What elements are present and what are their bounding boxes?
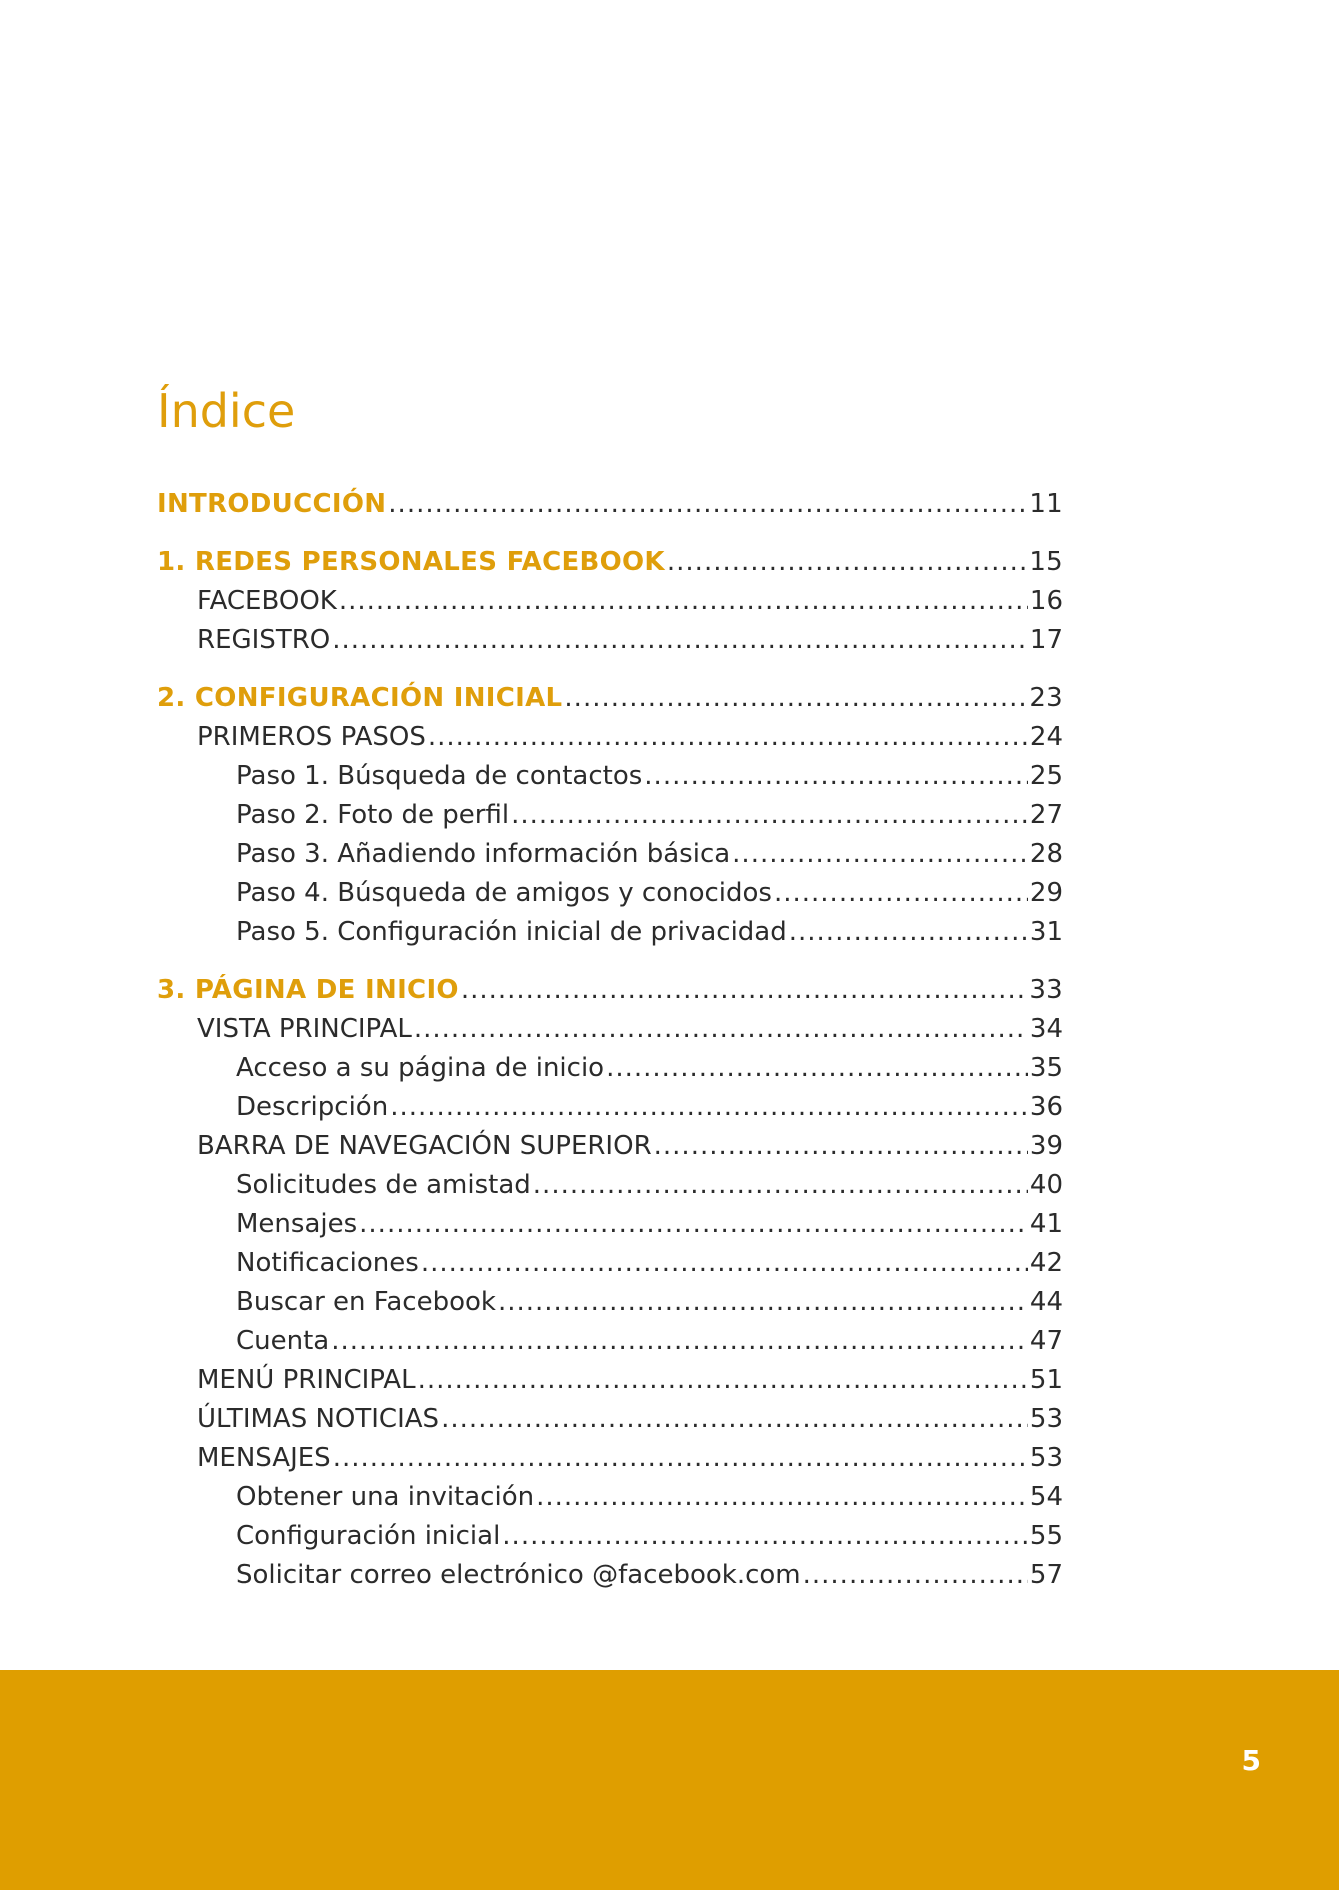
dot-leader	[502, 1517, 1028, 1556]
toc-entry	[157, 1478, 1063, 1517]
toc-entry	[157, 1322, 1063, 1361]
toc-entry-label: Solicitar correo electrónico @facebook.com	[236, 1560, 801, 1590]
toc-entry	[157, 1439, 1063, 1478]
toc-page-number: 15	[1029, 547, 1063, 577]
toc-entry-label: VISTA PRINCIPAL	[197, 1014, 412, 1044]
toc-page-number: 53	[1029, 1404, 1063, 1434]
dot-leader	[388, 485, 1027, 524]
toc-entry	[157, 874, 1063, 913]
toc-page-number: 33	[1029, 975, 1063, 1005]
toc-page-number: 39	[1029, 1131, 1063, 1161]
toc-page-number: 31	[1029, 917, 1063, 947]
toc-entry	[157, 1361, 1063, 1400]
dot-leader	[359, 1205, 1028, 1244]
toc-entry	[157, 796, 1063, 835]
toc-page-number: 27	[1029, 800, 1063, 830]
toc-entry	[157, 718, 1063, 757]
toc-entry	[157, 1556, 1063, 1595]
page-number: 5	[1241, 1744, 1261, 1777]
toc-entry	[157, 1205, 1063, 1244]
toc-page-number: 51	[1029, 1365, 1063, 1395]
toc-entry-label: 3. PÁGINA DE INICIO	[157, 975, 459, 1005]
toc-page-number: 54	[1029, 1482, 1063, 1512]
dot-leader	[421, 1244, 1028, 1283]
toc-page-number: 42	[1029, 1248, 1063, 1278]
toc-entry	[157, 1400, 1063, 1439]
table-of-contents	[157, 485, 1063, 1595]
dot-leader	[667, 543, 1027, 582]
toc-section	[157, 679, 1063, 718]
toc-entry-label: PRIMEROS PASOS	[197, 722, 426, 752]
toc-page-number: 23	[1029, 683, 1063, 713]
toc-page-number: 40	[1029, 1170, 1063, 1200]
toc-page-number: 36	[1029, 1092, 1063, 1122]
toc-page-number: 55	[1029, 1521, 1063, 1551]
dot-leader	[536, 1478, 1028, 1517]
toc-entry-label: MENSAJES	[197, 1443, 331, 1473]
toc-entry-label: REGISTRO	[197, 625, 331, 655]
dot-leader	[511, 796, 1028, 835]
toc-page-number: 28	[1029, 839, 1063, 869]
toc-entry-label: Notificaciones	[236, 1248, 419, 1278]
toc-entry	[157, 1166, 1063, 1205]
toc-entry-label: MENÚ PRINCIPAL	[197, 1365, 416, 1395]
toc-entry	[157, 913, 1063, 952]
toc-page-number: 47	[1029, 1326, 1063, 1356]
dot-leader	[461, 971, 1027, 1010]
toc-entry	[157, 1010, 1063, 1049]
toc-page-number: 53	[1029, 1443, 1063, 1473]
toc-entry-label: BARRA DE NAVEGACIÓN SUPERIOR	[197, 1131, 652, 1161]
dot-leader	[498, 1283, 1028, 1322]
toc-entry-label: Paso 3. Añadiendo información básica	[236, 839, 731, 869]
dot-leader	[441, 1400, 1028, 1439]
toc-section	[157, 971, 1063, 1010]
toc-entry	[157, 621, 1063, 660]
toc-section	[157, 543, 1063, 582]
dot-leader	[606, 1049, 1028, 1088]
footer-band	[0, 1670, 1339, 1890]
toc-entry-label: Paso 5. Configuración inicial de privacidad	[236, 917, 787, 947]
toc-entry-label: Cuenta	[236, 1326, 330, 1356]
toc-entry-label: 1. REDES PERSONALES FACEBOOK	[157, 547, 665, 577]
dot-leader	[333, 1439, 1028, 1478]
dot-leader	[732, 835, 1028, 874]
dot-leader	[331, 1322, 1028, 1361]
toc-page-number: 17	[1029, 625, 1063, 655]
toc-page-number: 35	[1029, 1053, 1063, 1083]
toc-entry-label: INTRODUCCIÓN	[157, 489, 387, 519]
toc-entry-label: Acceso a su página de inicio	[236, 1053, 605, 1083]
toc-entry	[157, 582, 1063, 621]
toc-page-number: 25	[1029, 761, 1063, 791]
dot-leader	[332, 621, 1028, 660]
toc-section	[157, 485, 1063, 524]
toc-entry-label: Paso 2. Foto de perfil	[236, 800, 510, 830]
toc-page-number: 41	[1029, 1209, 1063, 1239]
toc-page-number: 29	[1029, 878, 1063, 908]
dot-leader	[533, 1166, 1028, 1205]
toc-page-number: 34	[1029, 1014, 1063, 1044]
toc-entry	[157, 757, 1063, 796]
toc-entry	[157, 1517, 1063, 1556]
dot-leader	[774, 874, 1028, 913]
toc-page-number: 11	[1029, 489, 1063, 519]
toc-entry	[157, 1244, 1063, 1283]
toc-page-number: 44	[1029, 1287, 1063, 1317]
toc-entry-label: Solicitudes de amistad	[236, 1170, 531, 1200]
toc-entry-label: 2. CONFIGURACIÓN INICIAL	[157, 683, 563, 713]
dot-leader	[654, 1127, 1028, 1166]
toc-entry	[157, 1283, 1063, 1322]
dot-leader	[564, 679, 1027, 718]
dot-leader	[339, 582, 1028, 621]
toc-entry	[157, 835, 1063, 874]
dot-leader	[428, 718, 1028, 757]
toc-page-number: 16	[1029, 586, 1063, 616]
dot-leader	[789, 913, 1028, 952]
toc-entry-label: Buscar en Facebook	[236, 1287, 496, 1317]
toc-entry-label: Configuración inicial	[236, 1521, 501, 1551]
dot-leader	[418, 1361, 1028, 1400]
page-title: Índice	[157, 384, 296, 438]
toc-entry-label: Paso 1. Búsqueda de contactos	[236, 761, 643, 791]
toc-entry	[157, 1127, 1063, 1166]
toc-page-number: 24	[1029, 722, 1063, 752]
toc-page-number: 57	[1029, 1560, 1063, 1590]
dot-leader	[390, 1088, 1028, 1127]
dot-leader	[414, 1010, 1028, 1049]
toc-entry-label: Mensajes	[236, 1209, 358, 1239]
toc-entry-label: Descripción	[236, 1092, 389, 1122]
toc-entry-label: FACEBOOK	[197, 586, 337, 616]
toc-entry	[157, 1088, 1063, 1127]
toc-entry	[157, 1049, 1063, 1088]
toc-entry-label: Paso 4. Búsqueda de amigos y conocidos	[236, 878, 772, 908]
dot-leader	[803, 1556, 1028, 1595]
toc-entry-label: ÚLTIMAS NOTICIAS	[197, 1404, 440, 1434]
dot-leader	[644, 757, 1028, 796]
toc-entry-label: Obtener una invitación	[236, 1482, 535, 1512]
